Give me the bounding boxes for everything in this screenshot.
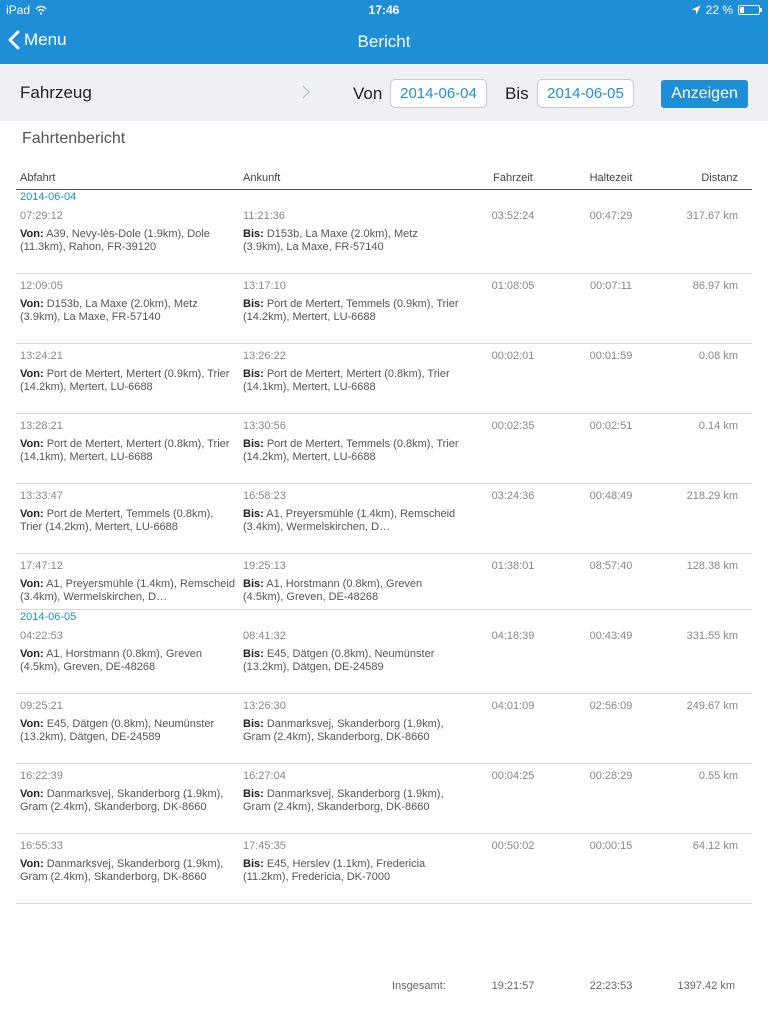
from-prefix: Von:	[20, 578, 44, 590]
to-address-text: Danmarksvej, Skanderborg (1.9km), Gram (2.4km), Skanderborg, DK-8660	[243, 718, 444, 743]
arrival-address	[243, 648, 461, 674]
totals-distance: 1397.42 km	[677, 980, 735, 992]
to-address-text: Port de Mertert, Temmels (0.8km), Trier (14.2km), Mertert, LU-6688	[243, 438, 459, 463]
trip-stop-time: 00:01:59	[589, 350, 633, 362]
arrival-time: 13:30:56	[243, 420, 286, 432]
departure-time: 13:28:21	[20, 420, 63, 432]
trip-distance: 64.12 km	[692, 840, 738, 852]
trip-stop-time: 08:57:40	[589, 560, 633, 572]
departure-address	[20, 858, 238, 884]
trip-distance: 0.08 km	[698, 350, 738, 362]
to-prefix: Bis:	[243, 718, 264, 730]
to-prefix: Bis:	[243, 438, 264, 450]
table-row[interactable]	[16, 274, 752, 344]
trip-distance: 128.38 km	[686, 560, 738, 572]
trip-duration: 04:01:09	[491, 700, 535, 712]
to-prefix: Bis:	[243, 298, 264, 310]
to-address-text: D153b, La Maxe (2.0km), Metz (3.9km), La Maxe, FR-57140	[243, 228, 418, 253]
arrival-address	[243, 368, 461, 394]
location-arrow-icon	[691, 5, 701, 15]
arrival-time: 13:17:10	[243, 280, 286, 292]
header-stop-time: Haltezeit	[589, 172, 633, 184]
trip-stop-time: 00:43:49	[589, 630, 633, 642]
status-right	[691, 3, 760, 17]
arrival-time: 13:26:30	[243, 700, 286, 712]
arrival-time: 13:26:22	[243, 350, 286, 362]
date-group-header: 2014-06-05	[20, 611, 77, 623]
table-row[interactable]	[16, 204, 752, 274]
from-prefix: Von:	[20, 788, 44, 800]
trip-duration: 00:50:02	[491, 840, 535, 852]
departure-time: 13:33:47	[20, 490, 63, 502]
header-distance: Distanz	[701, 172, 738, 184]
to-prefix: Bis:	[243, 788, 264, 800]
to-address-text: Port de Mertert, Mertert (0.8km), Trier (14.1km), Mertert, LU-6688	[243, 368, 450, 393]
status-bar	[0, 0, 768, 20]
totals-label: Insgesamt:	[392, 980, 446, 992]
from-address-text: Port de Mertert, Temmels (0.8km), Trier (14.2km), Mertert, LU-6688	[20, 508, 214, 533]
device-name: iPad	[6, 3, 31, 17]
trip-stop-time: 00:02:51	[589, 420, 633, 432]
header-duration: Fahrzeit	[493, 172, 533, 184]
departure-address	[20, 298, 238, 324]
departure-time: 09:25:21	[20, 700, 63, 712]
to-date-field[interactable]: 2014-06-05	[537, 79, 634, 108]
header-arrival: Ankunft	[243, 172, 281, 184]
filter-bar	[0, 64, 768, 121]
to-prefix: Bis:	[243, 508, 264, 520]
to-address-text: A1, Preyersmühle (1.4km), Remscheid (3.4km), Wermelskirchen, D…	[243, 508, 456, 533]
departure-time: 04:22:53	[20, 630, 63, 642]
arrival-time: 08:41:32	[243, 630, 286, 642]
trip-distance: 0.55 km	[698, 770, 738, 782]
trip-distance: 0.14 km	[698, 420, 738, 432]
departure-address	[20, 578, 238, 604]
departure-time: 16:22:39	[20, 770, 63, 782]
from-address-text: A39, Nevy-lès-Dole (1.9km), Dole (11.3km), Rahon, FR-39120	[20, 228, 210, 253]
to-prefix: Bis:	[243, 648, 264, 660]
table-row[interactable]	[16, 554, 752, 610]
arrival-address	[243, 508, 461, 534]
trip-distance: 317.67 km	[686, 210, 738, 222]
trip-duration: 03:52:24	[491, 210, 535, 222]
trip-table	[16, 168, 752, 904]
arrival-time: 17:45:35	[243, 840, 286, 852]
from-address-text: Port de Mertert, Mertert (0.8km), Trier (14.1km), Mertert, LU-6688	[20, 438, 230, 463]
departure-address	[20, 718, 238, 744]
back-label: Menu	[24, 30, 67, 49]
to-prefix: Bis:	[243, 368, 264, 380]
arrival-address	[243, 858, 461, 884]
arrival-address	[243, 578, 461, 604]
date-group-header: 2014-06-04	[20, 191, 77, 203]
to-address-text: A1, Horstmann (0.8km), Greven (4.5km), Greven, DE-48268	[243, 578, 423, 603]
to-label: Bis	[505, 84, 529, 103]
header-departure: Abfahrt	[20, 172, 56, 184]
table-row[interactable]	[16, 484, 752, 554]
departure-time: 07:29:12	[20, 210, 63, 222]
departure-address	[20, 508, 238, 534]
departure-address	[20, 648, 238, 674]
departure-address	[20, 368, 238, 394]
departure-time: 13:24:21	[20, 350, 63, 362]
trip-stop-time: 02:56:09	[589, 700, 633, 712]
trip-distance: 249.67 km	[686, 700, 738, 712]
trip-duration: 00:02:35	[491, 420, 535, 432]
from-address-text: Port de Mertert, Mertert (0.9km), Trier (14.2km), Mertert, LU-6688	[20, 368, 230, 393]
totals-duration: 19:21:57	[491, 980, 535, 992]
trip-stop-time: 00:07:11	[589, 280, 632, 292]
table-row[interactable]	[16, 414, 752, 484]
departure-time: 16:55:33	[20, 840, 63, 852]
report-title: Fahrtenbericht	[22, 130, 126, 147]
status-time: 17:46	[368, 3, 400, 17]
to-address-text: E45, Dätgen (0.8km), Neumünster (13.2km), Dätgen, DE-24589	[243, 648, 435, 673]
to-address-text: E45, Herslev (1.1km), Fredericia (11.2km), Fredericia, DK-7000	[243, 858, 426, 883]
trip-duration: 01:08:05	[491, 280, 535, 292]
arrival-time: 11:21:36	[243, 210, 286, 222]
arrival-address	[243, 788, 461, 814]
departure-time: 12:09:05	[20, 280, 63, 292]
from-prefix: Von:	[20, 438, 44, 450]
table-row[interactable]	[16, 764, 752, 834]
from-address-text: A1, Horstmann (0.8km), Greven (4.5km), Greven, DE-48268	[20, 648, 202, 673]
trip-duration: 04:18:39	[491, 630, 535, 642]
from-address-text: Danmarksvej, Skanderborg (1.9km), Gram (2.4km), Skanderborg, DK-8660	[20, 788, 224, 813]
from-prefix: Von:	[20, 368, 44, 380]
trip-duration: 00:04:25	[491, 770, 535, 782]
to-address-text: Danmarksvej, Skanderborg (1.9km), Gram (2.4km), Skanderborg, DK-8660	[243, 788, 444, 813]
arrival-address	[243, 438, 461, 464]
from-prefix: Von:	[20, 718, 44, 730]
to-prefix: Bis:	[243, 858, 264, 870]
battery-icon	[738, 5, 760, 15]
arrival-time: 16:27:04	[243, 770, 286, 782]
arrival-address	[243, 228, 461, 254]
from-prefix: Von:	[20, 508, 44, 520]
page-title: Bericht	[357, 32, 411, 51]
table-row[interactable]	[16, 344, 752, 414]
to-address-text: Port de Mertert, Temmels (0.9km), Trier (14.2km), Mertert, LU-6688	[243, 298, 459, 323]
from-address-text: D153b, La Maxe (2.0km), Metz (3.9km), La Maxe, FR-57140	[20, 298, 198, 323]
to-prefix: Bis:	[243, 578, 264, 590]
trip-duration: 03:24:36	[491, 490, 535, 502]
show-button[interactable]: Anzeigen	[661, 80, 748, 108]
from-address-text: A1, Preyersmühle (1.4km), Remscheid (3.4km), Wermelskirchen, D…	[20, 578, 235, 603]
from-label: Von	[353, 84, 383, 103]
trip-distance: 218.29 km	[686, 490, 738, 502]
battery-fill	[740, 7, 744, 13]
navigation-bar	[0, 20, 768, 64]
table-row[interactable]	[16, 624, 752, 694]
from-address-text: E45, Dätgen (0.8km), Neumünster (13.2km), Dätgen, DE-24589	[20, 718, 215, 743]
from-prefix: Von:	[20, 228, 44, 240]
to-prefix: Bis:	[243, 228, 264, 240]
arrival-time: 16:58:23	[243, 490, 286, 502]
table-row[interactable]	[16, 694, 752, 764]
from-date-field[interactable]: 2014-06-04	[390, 79, 487, 108]
trip-stop-time: 00:48:49	[589, 490, 633, 502]
totals-stop-time: 22:23:53	[589, 980, 633, 992]
departure-address	[20, 228, 238, 254]
chevron-right-icon[interactable]	[302, 85, 310, 99]
departure-time: 17:47:12	[20, 560, 63, 572]
from-prefix: Von:	[20, 648, 44, 660]
trip-stop-time: 00:00:15	[589, 840, 633, 852]
table-row[interactable]	[16, 834, 752, 904]
table-body	[16, 190, 752, 904]
table-header	[16, 168, 752, 190]
arrival-address	[243, 718, 461, 744]
vehicle-selector[interactable]: Fahrzeug	[20, 83, 92, 102]
trip-distance: 86.97 km	[692, 280, 738, 292]
battery-percent: 22 %	[705, 3, 733, 17]
from-address-text: Danmarksvej, Skanderborg (1.9km), Gram (2.4km), Skanderborg, DK-8660	[20, 858, 224, 883]
trip-distance: 331.55 km	[686, 630, 738, 642]
trip-stop-time: 00:28:29	[589, 770, 633, 782]
departure-address	[20, 788, 238, 814]
trip-duration: 00:02:01	[491, 350, 535, 362]
from-prefix: Von:	[20, 858, 44, 870]
trip-duration: 01:38:01	[491, 560, 535, 572]
arrival-address	[243, 298, 461, 324]
from-prefix: Von:	[20, 298, 44, 310]
departure-address	[20, 438, 238, 464]
arrival-time: 19:25:13	[243, 560, 286, 572]
trip-stop-time: 00:47:29	[589, 210, 633, 222]
